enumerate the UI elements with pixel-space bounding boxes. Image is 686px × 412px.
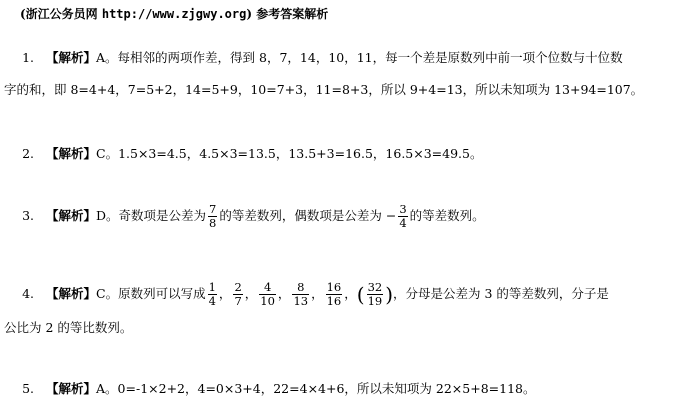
numerator: 8 (292, 281, 309, 295)
answer-text: 的等差数列。 (409, 208, 485, 223)
answer-1-line-1 (0, 50, 623, 66)
answer-number: 3. (22, 208, 34, 223)
denominator: 19 (367, 294, 383, 308)
fraction (398, 203, 407, 230)
numerator: 1 (208, 280, 216, 294)
answer-number: 4. (22, 286, 34, 301)
header-suffix: ) 参考答案解析 (246, 7, 329, 21)
answer-1-line-2 (4, 82, 643, 98)
answer-number: 5. (22, 381, 34, 396)
denominator: 8 (209, 216, 217, 230)
numerator: 16 (326, 280, 342, 294)
answer-5 (0, 381, 535, 397)
answer-text: 公比为 2 的等比数列。 (4, 320, 133, 335)
header-url: http://www.zjgwy.org (101, 7, 247, 21)
answer-text: C。原数列可以写成 (96, 286, 206, 301)
numerator: 2 (234, 280, 242, 294)
denominator: 13 (293, 294, 309, 308)
denominator: 7 (234, 294, 242, 308)
fraction (326, 281, 343, 308)
fraction (292, 281, 309, 308)
header-prefix: (浙江公务员网 (20, 7, 102, 21)
denominator: 4 (399, 216, 407, 230)
denominator: 10 (260, 294, 275, 308)
open-paren: ( (356, 282, 365, 307)
answer-text: A。0=-1×2+2，4=0×3+4，22=4×4+6，所以未知项为 22×5+8=118。 (96, 381, 536, 396)
answer-4-line-1: 4. 【解析】C。原数列可以写成 $\frac{1}{4}$ ， $\frac{2}{7}$ ， $\frac{4}{10}$ ， $\frac{8}{13}$ ， $\frac{16}{16}$ ，( $\frac{32}{19}$ )，分母是公差为 3 的等差数列，分子是 (0, 281, 609, 308)
numerator: 32 (367, 280, 383, 294)
numerator: 7 (209, 202, 217, 216)
numerator: 3 (399, 202, 407, 216)
answer-number: 2. (22, 146, 34, 161)
answer-text: ，分母是公差为 3 的等差数列，分子是 (393, 286, 609, 301)
answer-text: C。1.5×3=4.5，4.5×3=13.5，13.5+3=16.5，16.5×3=49.5。 (96, 146, 483, 161)
analysis-tag: 【解析】 (46, 146, 97, 161)
fraction (233, 281, 242, 308)
analysis-tag: 【解析】 (46, 286, 97, 301)
fraction (367, 281, 384, 308)
answer-text: D。奇数项是公差为 (96, 208, 207, 223)
fraction (259, 281, 276, 308)
fraction (208, 281, 217, 308)
denominator: 16 (326, 294, 342, 308)
analysis-tag: 【解析】 (46, 208, 97, 223)
answer-4-line-2 (4, 320, 132, 336)
answer-2 (0, 146, 482, 162)
analysis-tag: 【解析】 (46, 50, 97, 65)
answer-number: 1. (22, 50, 34, 65)
denominator: 4 (208, 294, 216, 308)
answer-text: 的等差数列，偶数项是公差为 − (219, 208, 397, 223)
page-header (20, 6, 328, 22)
answer-3 (0, 203, 485, 230)
close-paren: ) (385, 282, 394, 307)
numerator: 4 (259, 281, 276, 295)
answer-text: 字的和，即 8=4+4，7=5+2，14=5+9，10=7+3，11=8+3，所以 9+4=13，所以未知项为 13+94=107。 (4, 82, 644, 97)
analysis-tag: 【解析】 (46, 381, 97, 396)
fraction (208, 203, 217, 230)
answer-text: A。每相邻的两项作差，得到 8，7，14，10，11，每一个差是原数列中前一项个位数与十位数 (96, 50, 623, 65)
